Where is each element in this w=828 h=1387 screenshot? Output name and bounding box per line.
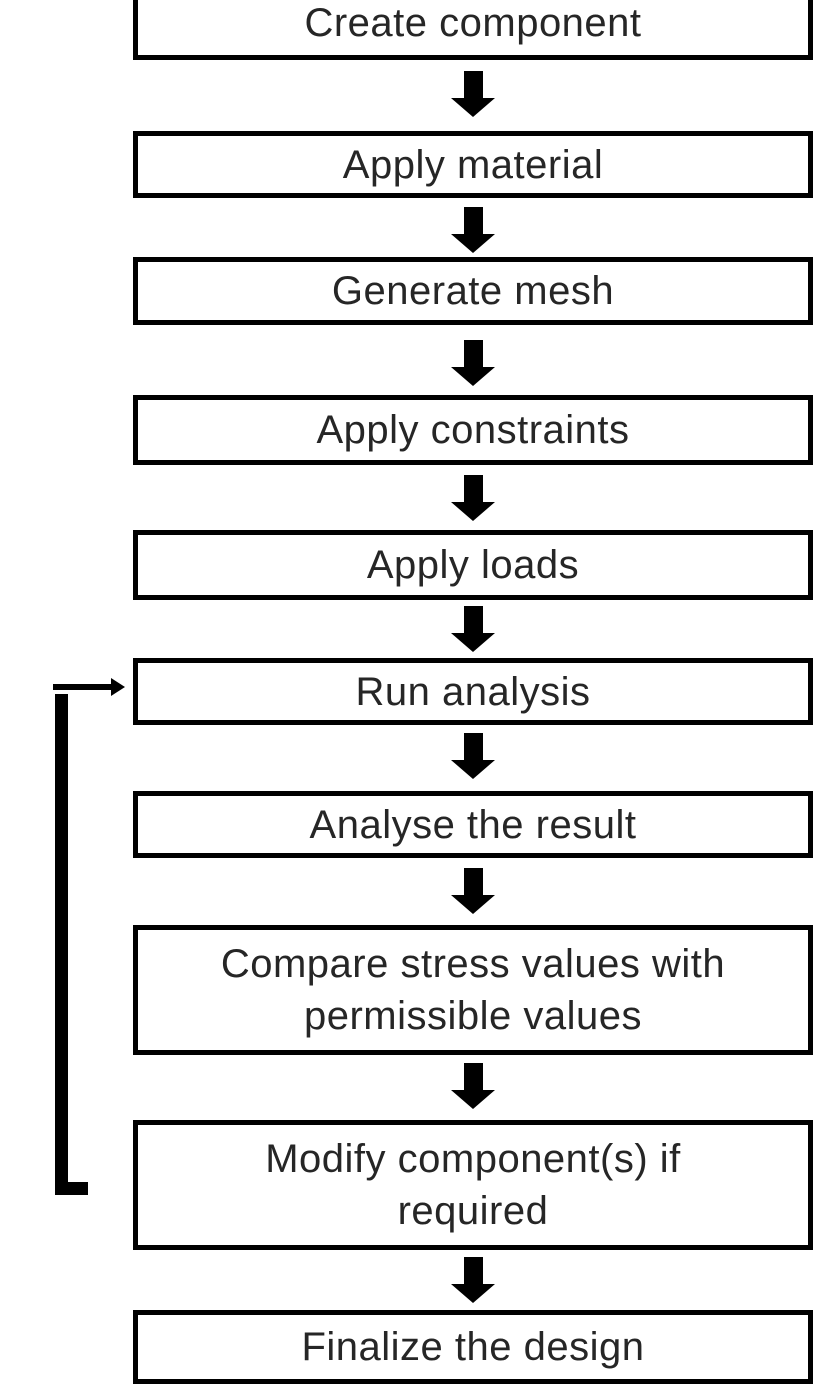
arrow-head bbox=[451, 895, 495, 914]
arrow-down-icon bbox=[451, 606, 495, 652]
flow-box-label: Apply loads bbox=[366, 543, 580, 587]
flow-box-label: Compare stress values with permissible values bbox=[220, 942, 726, 1038]
flow-box-compare-stress-values bbox=[133, 925, 813, 1055]
arrow-down-icon bbox=[451, 733, 495, 779]
arrow-head bbox=[451, 1284, 495, 1303]
arrow-down-icon bbox=[451, 71, 495, 117]
arrow-down-icon bbox=[451, 340, 495, 386]
arrow-shaft bbox=[464, 475, 483, 502]
arrow-shaft bbox=[464, 207, 483, 234]
arrow-head bbox=[451, 1090, 495, 1109]
flow-box-generate-mesh bbox=[133, 257, 813, 325]
feedback-loop-bottom-foot bbox=[55, 1182, 88, 1195]
arrow-shaft bbox=[464, 733, 483, 760]
flow-box-label: Generate mesh bbox=[331, 269, 615, 313]
arrow-down-icon bbox=[451, 868, 495, 914]
flow-box-label: Modify component(s) if required bbox=[265, 1137, 681, 1233]
arrow-shaft bbox=[464, 868, 483, 895]
arrow-head bbox=[451, 234, 495, 253]
arrow-shaft bbox=[464, 606, 483, 633]
arrow-down-icon bbox=[451, 1063, 495, 1109]
flow-box-analyse-result bbox=[133, 791, 813, 858]
feedback-loop-vertical-line bbox=[55, 694, 68, 1195]
flow-box-label: Finalize the design bbox=[301, 1325, 645, 1369]
arrow-shaft bbox=[464, 340, 483, 367]
flow-box-apply-material bbox=[133, 131, 813, 198]
arrow-down-icon bbox=[451, 1257, 495, 1303]
arrow-shaft bbox=[464, 71, 483, 98]
flow-box-modify-components bbox=[133, 1120, 813, 1250]
arrow-shaft bbox=[464, 1063, 483, 1090]
flow-box-label: Apply material bbox=[342, 142, 604, 187]
flow-box-label: Run analysis bbox=[355, 669, 591, 714]
arrow-head bbox=[451, 98, 495, 117]
flow-box-run-analysis bbox=[133, 658, 813, 725]
arrow-head bbox=[451, 502, 495, 521]
feedback-loop-horizontal-line bbox=[53, 684, 111, 690]
flow-box-label: Analyse the result bbox=[309, 802, 637, 847]
arrow-head bbox=[451, 633, 495, 652]
arrow-shaft bbox=[464, 1257, 483, 1284]
flow-box-label: Apply constraints bbox=[316, 408, 630, 452]
flow-box-label: Create component bbox=[304, 1, 642, 45]
arrow-head bbox=[451, 367, 495, 386]
arrow-head bbox=[451, 760, 495, 779]
arrow-down-icon bbox=[451, 475, 495, 521]
flow-box-create-component bbox=[133, 0, 813, 60]
feedback-loop-arrowhead-icon bbox=[111, 678, 125, 696]
flow-box-finalize-design bbox=[133, 1310, 813, 1384]
arrow-down-icon bbox=[451, 207, 495, 253]
flow-box-apply-loads bbox=[133, 530, 813, 600]
flow-box-apply-constraints bbox=[133, 395, 813, 465]
